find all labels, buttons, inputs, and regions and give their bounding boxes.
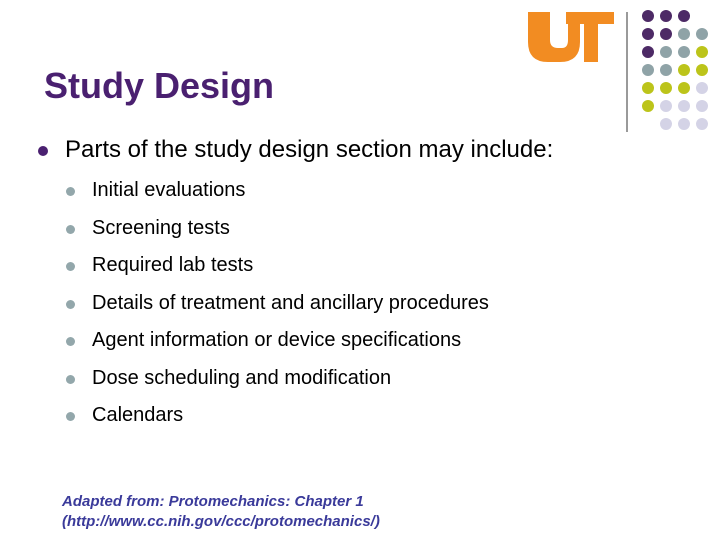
list-item <box>38 210 648 248</box>
footnote-line-1: Adapted from: Protomechanics: Chapter 1 <box>62 493 364 510</box>
list-item-text: Initial evaluations <box>92 179 246 201</box>
bullet-dot-icon <box>66 262 75 271</box>
bullet-dot-icon <box>38 146 48 156</box>
slide-title: Study Design <box>44 65 275 106</box>
list-item-text: Required lab tests <box>92 254 254 276</box>
bullet-dot-icon <box>66 412 75 421</box>
dot <box>642 46 654 58</box>
header-divider <box>626 12 628 132</box>
dot <box>642 10 654 22</box>
dot <box>642 28 654 40</box>
main-bullet-item <box>38 134 648 166</box>
bullet-dot-icon <box>66 225 75 234</box>
list-item <box>38 172 648 210</box>
dot <box>660 118 672 130</box>
dot <box>660 46 672 58</box>
bullet-dot-icon <box>66 187 75 196</box>
main-bullet-text: Parts of the study design section may include: <box>65 136 554 163</box>
list-item-text: Screening tests <box>92 216 230 239</box>
dot <box>678 10 690 22</box>
sub-bullet-list <box>38 172 648 435</box>
source-footnote <box>62 492 380 532</box>
list-item-text: Dose scheduling and modification <box>92 366 392 389</box>
list-item-text: Details of treatment and ancillary procedures <box>92 291 489 314</box>
dot <box>660 82 672 94</box>
dot <box>678 46 690 58</box>
bullet-dot-icon <box>66 375 75 384</box>
dot <box>642 64 654 76</box>
dot <box>660 64 672 76</box>
dot <box>678 82 690 94</box>
dot <box>696 100 708 112</box>
list-item-text: Agent information or device specifications <box>92 329 462 351</box>
dot <box>642 82 654 94</box>
dot <box>660 28 672 40</box>
dot <box>660 10 672 22</box>
list-item <box>38 322 648 360</box>
dot <box>678 118 690 130</box>
list-item-text: Calendars <box>92 404 184 426</box>
dot <box>660 100 672 112</box>
dot <box>696 82 708 94</box>
list-item <box>38 360 648 398</box>
list-item <box>38 397 648 435</box>
bullet-dot-icon <box>66 300 75 309</box>
footnote-url: (http://www.cc.nih.gov/ccc/protomechanics/) <box>62 513 380 530</box>
bullet-dot-icon <box>66 337 75 346</box>
dot <box>678 64 690 76</box>
slide-content <box>38 134 648 435</box>
dot <box>678 28 690 40</box>
list-item <box>38 247 648 285</box>
dot <box>678 100 690 112</box>
list-item <box>38 285 648 323</box>
ut-logo <box>528 12 614 62</box>
dot <box>696 118 708 130</box>
dot <box>696 64 708 76</box>
dot <box>696 28 708 40</box>
dot <box>696 46 708 58</box>
dot <box>642 100 654 112</box>
